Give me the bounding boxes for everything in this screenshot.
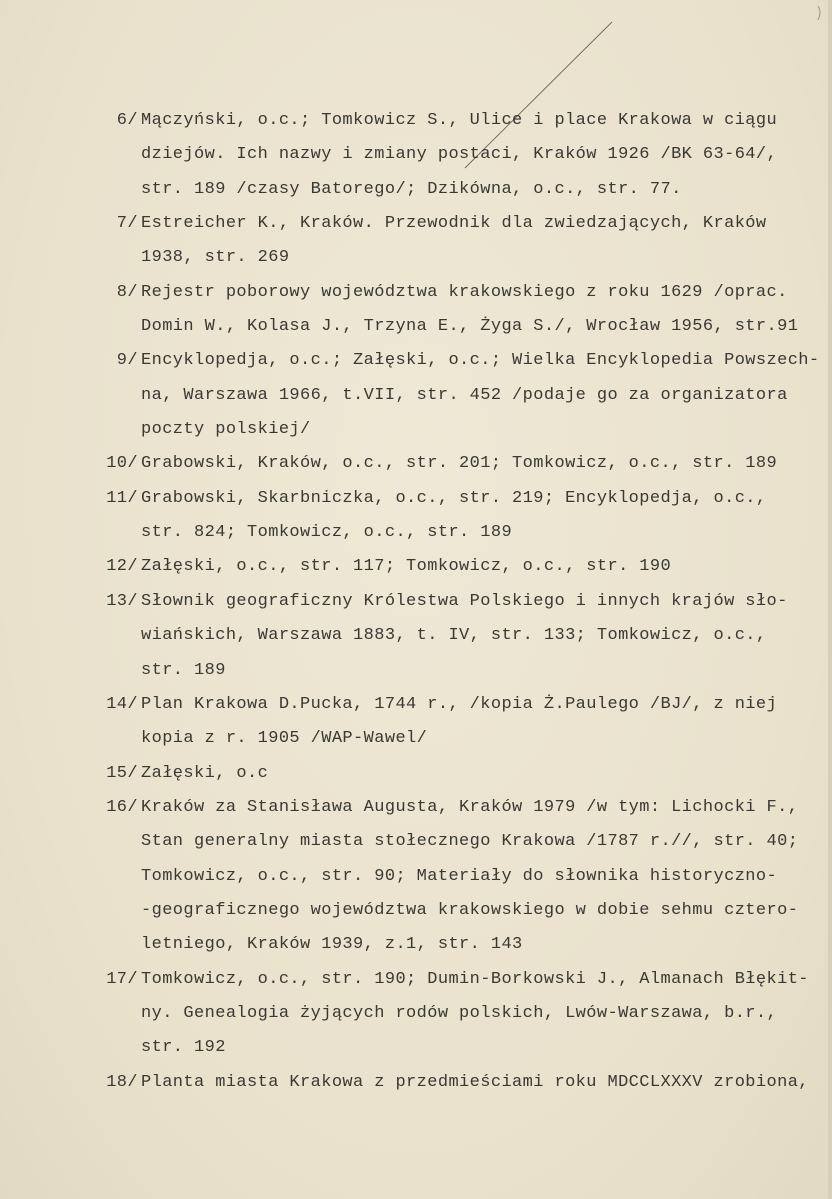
footnote-entry xyxy=(100,276,824,345)
footnote-number: 12/ xyxy=(106,557,138,577)
footnote-text-line: wiańskich, Warszawa 1883, t. IV, str. 133; Tomkowicz, o.c., xyxy=(141,626,767,646)
footnote-text-line: 1938, str. 269 xyxy=(141,248,290,268)
footnote-number: 11/ xyxy=(106,488,138,508)
footnote-entry xyxy=(100,757,824,791)
footnote-text-line: Słownik geograficzny Królestwa Polskiego i innych krajów sło- xyxy=(141,591,788,611)
footnote-entry xyxy=(100,344,824,447)
footnote-number: 8/ xyxy=(116,282,138,302)
footnote-number: 17/ xyxy=(106,969,138,989)
footnote-number: 10/ xyxy=(106,454,138,474)
footnote-entry xyxy=(100,585,824,688)
footnote-text-line: Rejestr poborowy województwa krakowskiego z roku 1629 /oprac. xyxy=(141,282,788,302)
footnote-text-line: dziejów. Ich nazwy i zmiany postaci, Kraków 1926 /BK 63-64/, xyxy=(141,145,778,165)
footnote-text-line: Tomkowicz, o.c., str. 90; Materiały do słownika historyczno- xyxy=(141,866,778,886)
footnote-number: 14/ xyxy=(106,694,138,714)
footnote-text-line: Mączyński, o.c.; Tomkowicz S., Ulice i place Krakowa w ciągu xyxy=(141,111,778,130)
footnote-entry xyxy=(100,482,824,551)
footnote-text-line: kopia z r. 1905 /WAP-Wawel/ xyxy=(141,729,428,749)
footnote-number: 16/ xyxy=(106,797,138,817)
footnote-text-line: ny. Genealogia żyjących rodów polskich, Lwów-Warszawa, b.r., xyxy=(141,1003,778,1023)
footnote-text-line: Plan Krakowa D.Pucka, 1744 r., /kopia Ż.Paulego /BJ/, z niej xyxy=(141,694,778,714)
footnote-text-line: Domin W., Kolasa J., Trzyna E., Żyga S./, Wrocław 1956, str.91 xyxy=(141,317,799,337)
footnote-number: 18/ xyxy=(106,1072,138,1092)
footnote-text-line: str. 824; Tomkowicz, o.c., str. 189 xyxy=(141,523,513,543)
footnote-text-line: Załęski, o.c., str. 117; Tomkowicz, o.c., str. 190 xyxy=(141,557,672,577)
footnote-text-line: na, Warszawa 1966, t.VII, str. 452 /podaje go za organizatora xyxy=(141,385,788,405)
footnote-text-line: Grabowski, Skarbniczka, o.c., str. 219; Encyklopedja, o.c., xyxy=(141,488,767,508)
footnote-entry xyxy=(100,963,824,1066)
footnote-text-line: poczty polskiej/ xyxy=(141,420,311,440)
footnote-entry xyxy=(100,104,824,207)
footnote-text-line: Estreicher K., Kraków. Przewodnik dla zwiedzających, Kraków xyxy=(141,214,767,234)
footnote-text-line: Załęski, o.c xyxy=(141,763,269,783)
footnote-text-line: Stan generalny miasta stołecznego Krakowa /1787 r.//, str. 40; xyxy=(141,832,799,852)
footnote-number: 15/ xyxy=(106,763,138,783)
footnote-text-line: Encyklopedja, o.c.; Załęski, o.c.; Wielka Encyklopedia Powszech- xyxy=(141,351,820,371)
footnote-number: 6/ xyxy=(116,111,138,130)
footnote-text-line: str. 192 xyxy=(141,1038,226,1058)
footnote-entry xyxy=(100,791,824,963)
footnote-text-line: Kraków za Stanisława Augusta, Kraków 1979 /w tym: Lichocki F., xyxy=(141,797,799,817)
footnote-text-line: letniego, Kraków 1939, z.1, str. 143 xyxy=(141,935,523,955)
footnote-entry xyxy=(100,550,824,584)
footnote-entry xyxy=(100,207,824,276)
footnote-number: 13/ xyxy=(106,591,138,611)
footnote-text-line: -geograficznego województwa krakowskiego w dobie sehmu cztero- xyxy=(141,900,799,920)
footnote-entry xyxy=(100,1066,824,1100)
footnote-entry xyxy=(100,688,824,757)
footnote-number: 9/ xyxy=(116,351,138,371)
footnote-text-line: Tomkowicz, o.c., str. 190; Dumin-Borkowski J., Almanach Błękit- xyxy=(141,969,809,989)
footnote-entry xyxy=(100,447,824,481)
footnote-text-line: str. 189 xyxy=(141,660,226,680)
footnote-number: 7/ xyxy=(116,214,138,234)
footnote-text-line: str. 189 /czasy Batorego/; Dzikówna, o.c., str. 77. xyxy=(141,179,682,199)
footnote-text-line: Grabowski, Kraków, o.c., str. 201; Tomkowicz, o.c., str. 189 xyxy=(141,454,778,474)
footnote-list xyxy=(100,104,824,1100)
footnote-text-line: Planta miasta Krakowa z przedmieściami roku MDCCLXXXV zrobiona, xyxy=(141,1072,809,1092)
